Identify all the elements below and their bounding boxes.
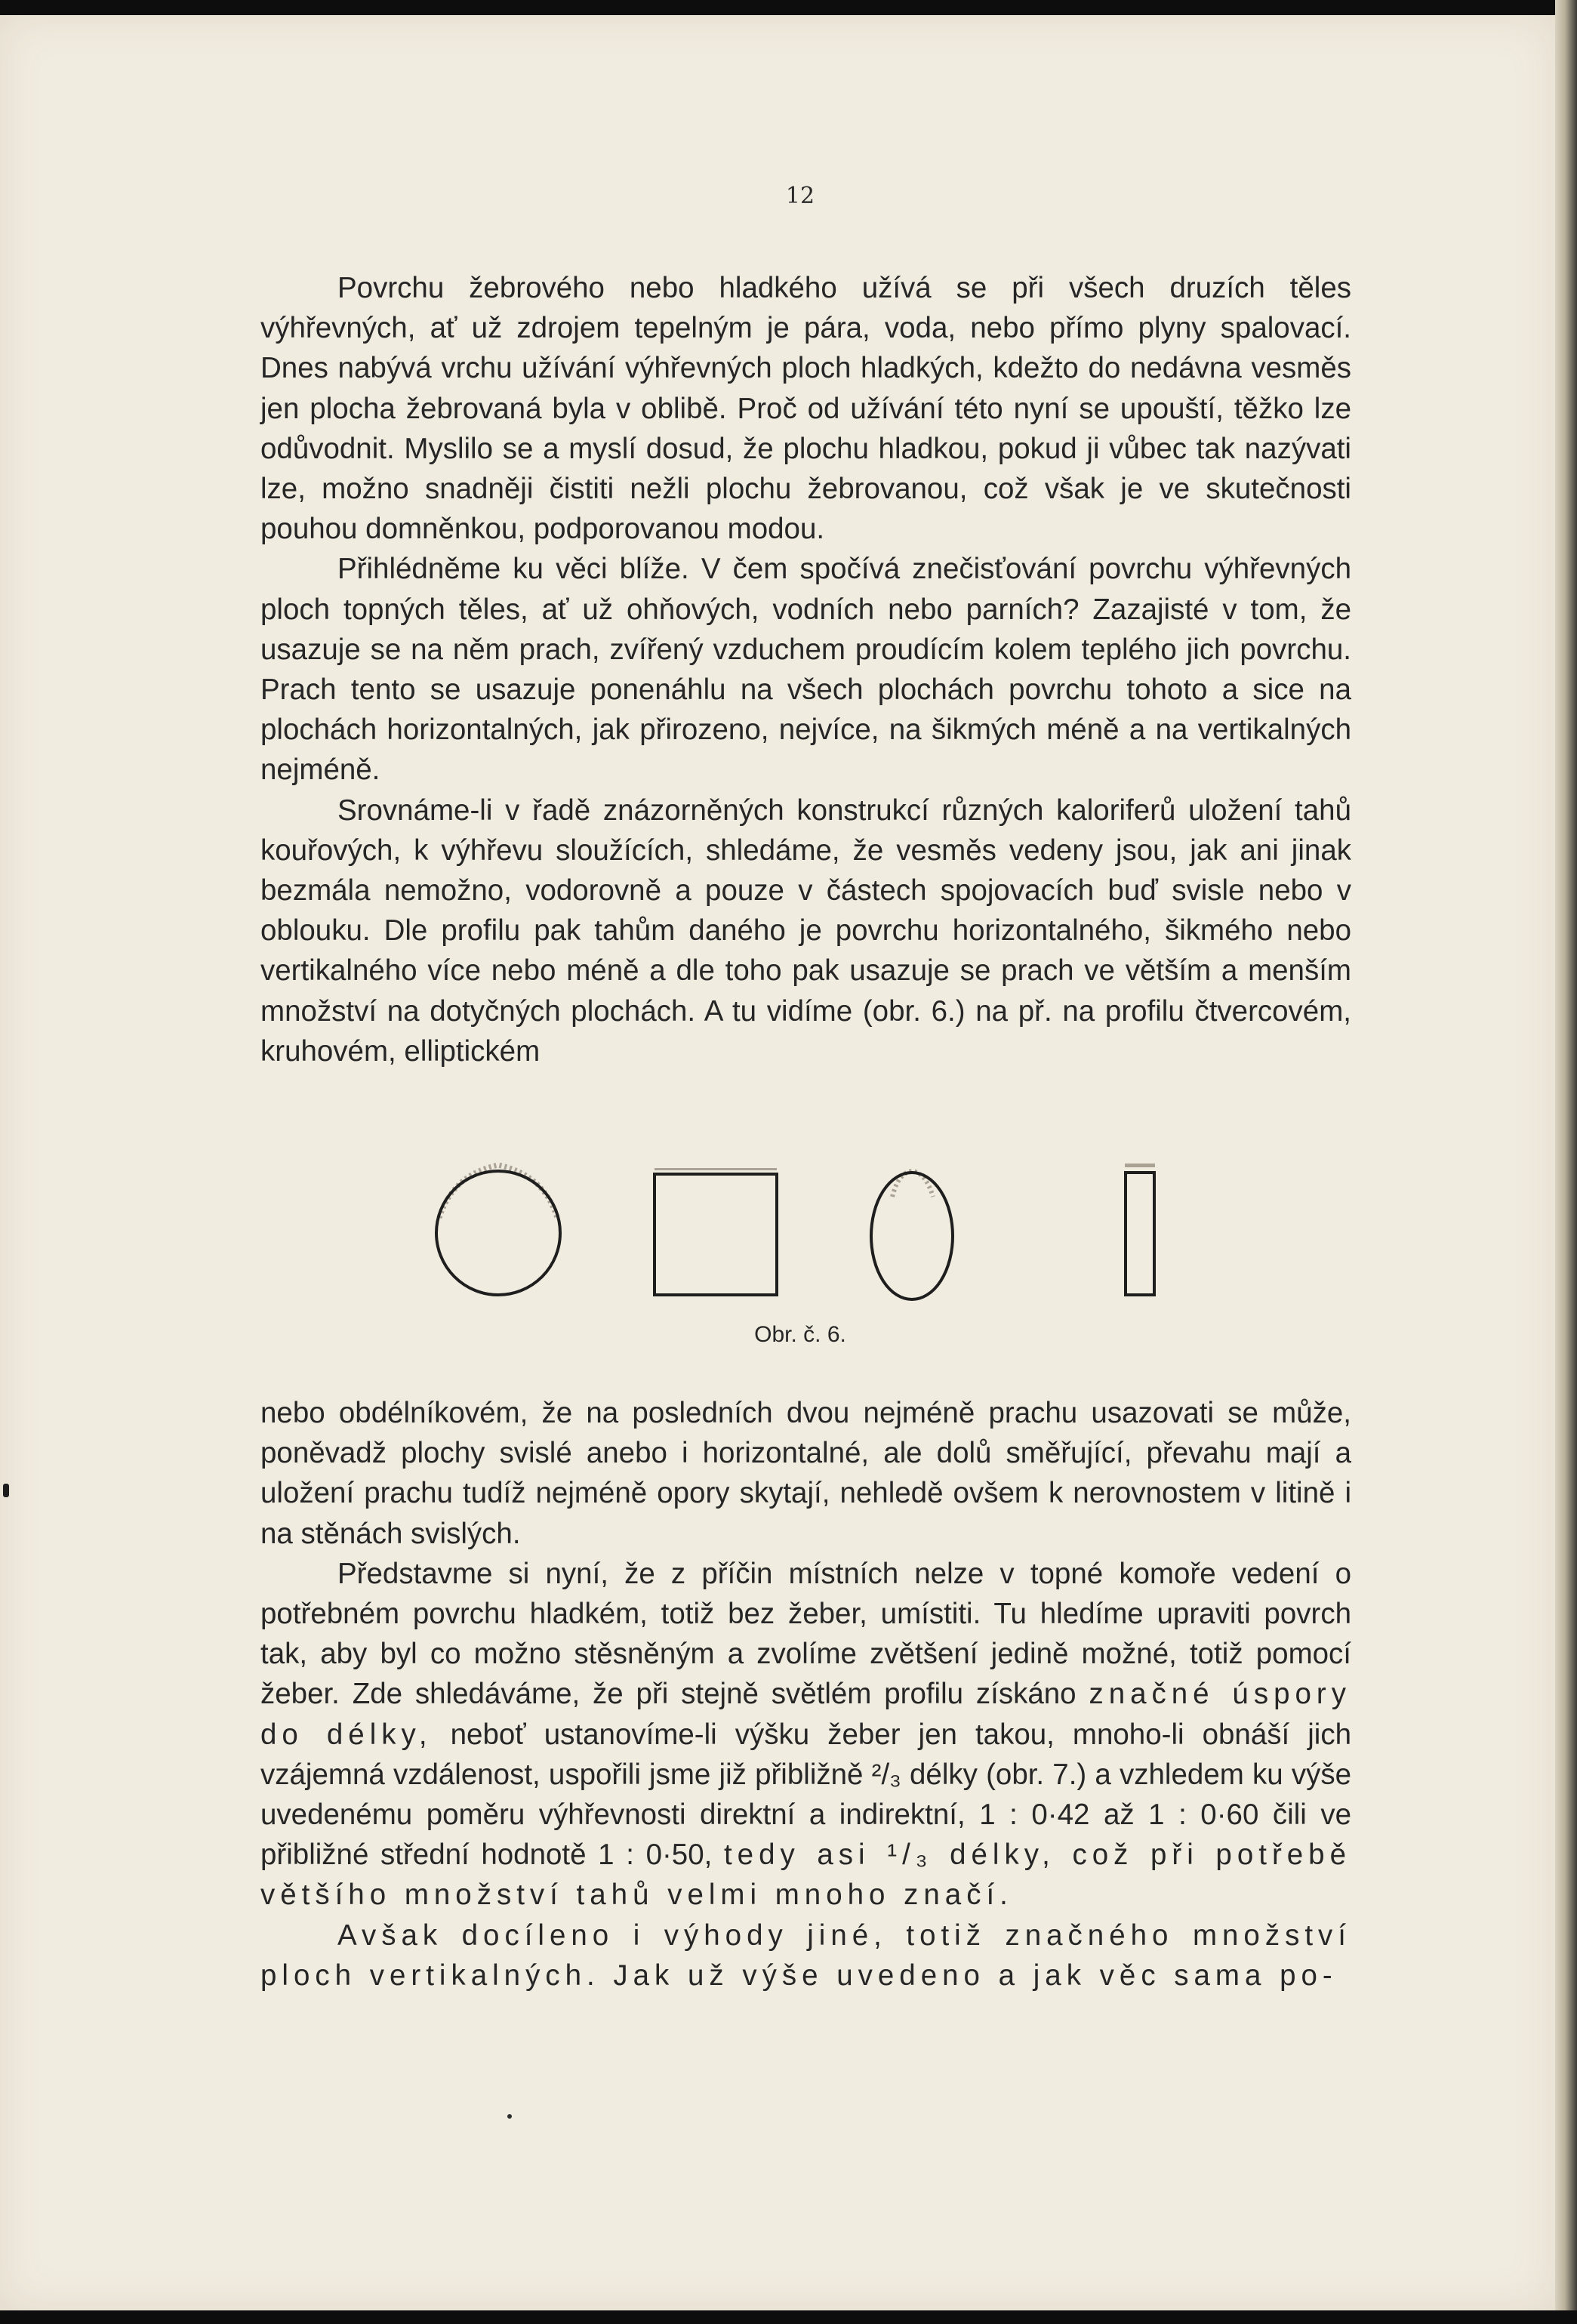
paragraph-4-text-2: neboť ustanovíme-li výšku žeber jen takou, mnoho-li obnáší jich vzájemná vzdálenost, uspořili jsme již přibližně ²/₃ délky (obr. 7.) a vzhledem ku výše uvedenému poměru výhřevnosti direktní a indirektní, 1 : 0·42 až 1 : 0·60 čili ve přibližné střední hodnotě 1 : 0·50, — [260, 1718, 1351, 1872]
paragraph-5 — [260, 1916, 1351, 1996]
square-profile — [655, 1168, 777, 1295]
paragraph-4-emphasis-1: značné úspory do délky, — [260, 1678, 1351, 1751]
text-block-top — [260, 268, 1351, 1071]
paragraph-3: Srovnáme-li v řadě znázorněných konstrukcí různých kaloriferů uložení tahů kouřových, k výhřevu sloužících, shledáme, že vesměs vedeny jsou, jak ani jinak bezmála nemožno, vodorovně a pouze v částech spojovacích buď svisle nebo v oblouku. Dle profilu pak tahům daného je povrchu horizontalného, šikmého nebo vertikalného více nebo méně a dle toho pak usazuje se prach ve větším a menším množství na dotyčných plochách. A tu vidíme (obr. 6.) na př. na profilu čtvercovém, kruhovém, elliptickém — [260, 794, 1351, 1068]
figure-caption: Obr. č. 6. — [754, 1322, 846, 1347]
paragraph-continuation: nebo obdélníkovém, že na posledních dvou nejméně prachu usazovati se může, poněvadž plochy svislé anebo i horizontalné, ale dolů směřující, převahu mají a uložení prachu tudíž nejméně opory skytají, nehledě ovšem k nerovnostem v litině i na stěnách svislých. — [260, 1397, 1351, 1550]
paragraph-5-emphasis: Avšak docíleno i výhody jiné, totiž značného množství ploch vertikalných. Jak už výše uvedeno a jak věc sama po- — [260, 1919, 1351, 1992]
text-block-bottom — [260, 1393, 1351, 1996]
paragraph-4-text-1: Představme si nyní, že z příčin místních nelze v topné komoře vedení o potřebném povrchu hladkém, totiž bez žeber, umístiti. Tu hledíme upraviti povrch tak, aby byl co možno stěsněným a zvolíme zvětšení jedině možné, totiž pomocí žeber. Zde shledáváme, že při stejně světlém profilu získáno — [260, 1557, 1351, 1711]
rectangle-profile — [1125, 1164, 1155, 1295]
book-page — [0, 15, 1555, 2310]
paragraph-1: Povrchu žebrového nebo hladkého užívá se při všech druzích těles výhřevných, ať už zdrojem tepelným je pára, voda, nebo přímo plyny spalovací. Dnes nabývá vrchu užívání výhřevných ploch hladkých, kdežto do nedávna vesměs jen plocha žebrovaná byla v oblibě. Proč od užívání této nyní se upouští, těžko lze odůvodnit. Myslilo se a myslí dosud, že plochu hladkou, pokud ji vůbec tak nazývati lze, možno snadněji čistiti nežli plochu žebrovanou, což však je ve skutečnosti pouhou domněnkou, podporovanou modou. — [260, 272, 1351, 546]
paragraph-4-emphasis-2: tedy asi ¹/₃ délky, což při potřebě většího množství tahů velmi mnoho značí. — [260, 1839, 1352, 1912]
figure-6 — [423, 1151, 1178, 1348]
margin-mark — [3, 1484, 9, 1497]
paragraph-2: Přihlédněme ku věci blíže. V čem spočívá znečisťování povrchu výhřevných ploch topných těles, ať už ohňových, vodních nebo parních? Zazajisté v tom, že usazuje se na něm prach, zvířený vzduchem proudícím kolem teplého jich povrchu. Prach tento se usazuje ponenáhlu na všech plochách povrchu tohoto a sice na plochách horizontalných, jak přirozeno, nejvíce, na šikmých méně a na vertikalných nejméně. — [260, 553, 1351, 787]
page-number: 12 — [785, 183, 815, 209]
paragraph-4 — [260, 1554, 1351, 1916]
ellipse-profile — [871, 1171, 953, 1299]
figure-6-profiles — [423, 1151, 1178, 1318]
scan-border — [0, 2310, 1577, 2324]
page-edge — [1555, 0, 1577, 2324]
ink-speck — [507, 2114, 512, 2119]
circle-profile — [436, 1165, 560, 1295]
